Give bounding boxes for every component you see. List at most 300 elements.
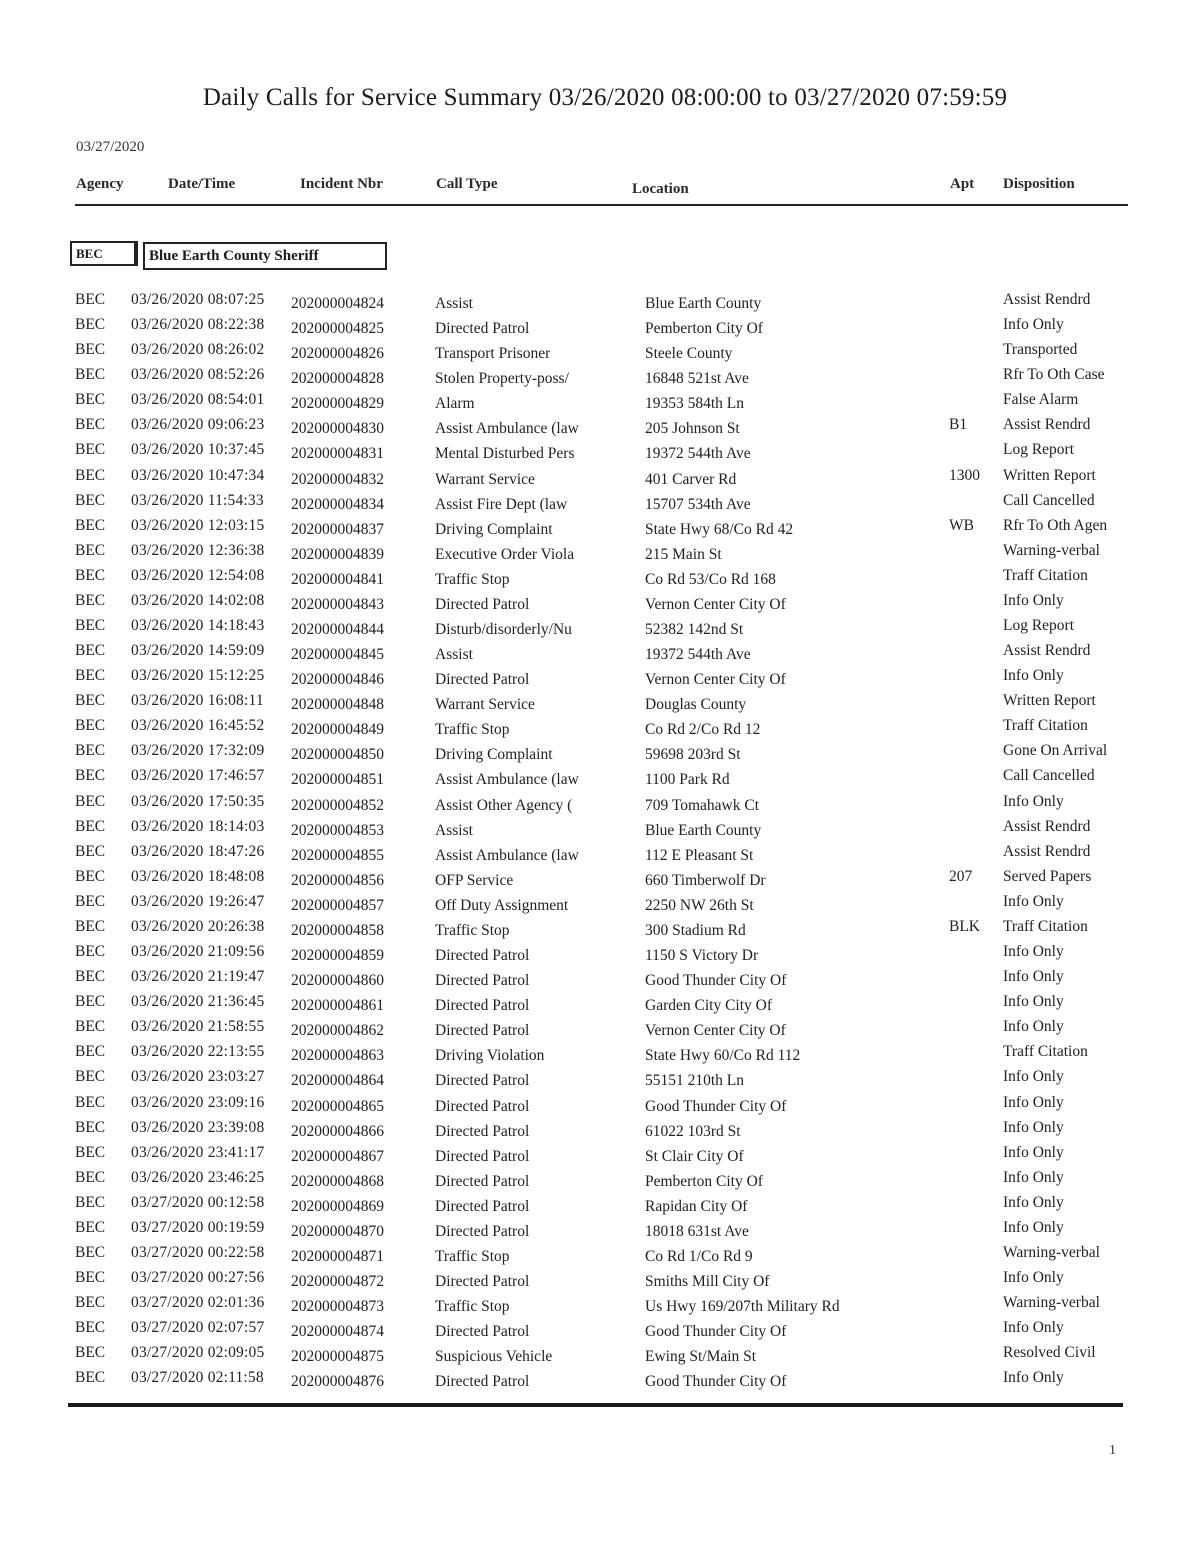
table-row bbox=[0, 1269, 1200, 1294]
report-date: 03/27/2020 bbox=[76, 139, 145, 155]
row-location: 112 E Pleasant St bbox=[645, 846, 754, 864]
row-agency: BEC bbox=[75, 642, 106, 660]
row-incident: 202000004875 bbox=[291, 1348, 384, 1366]
row-incident: 202000004826 bbox=[291, 345, 384, 363]
row-call-type: Traffic Stop bbox=[435, 1247, 510, 1265]
group-code-divider bbox=[134, 241, 138, 266]
row-agency: BEC bbox=[75, 391, 106, 409]
row-call-type: Directed Patrol bbox=[435, 1273, 530, 1291]
table-row bbox=[0, 1194, 1200, 1219]
row-apt: 207 bbox=[949, 867, 973, 885]
row-datetime: 03/26/2020 14:18:43 bbox=[131, 617, 265, 635]
row-datetime: 03/26/2020 23:09:16 bbox=[131, 1093, 265, 1111]
row-call-type: Traffic Stop bbox=[435, 921, 510, 939]
row-datetime: 03/26/2020 23:03:27 bbox=[131, 1068, 265, 1086]
table-row bbox=[0, 316, 1200, 341]
table-row bbox=[0, 291, 1200, 316]
row-disposition: Info Only bbox=[1003, 591, 1064, 609]
table-row bbox=[0, 893, 1200, 918]
row-agency: BEC bbox=[75, 516, 106, 534]
row-location: State Hwy 60/Co Rd 112 bbox=[645, 1047, 801, 1065]
row-location: Pemberton City Of bbox=[645, 1172, 763, 1190]
row-agency: BEC bbox=[75, 792, 106, 810]
table-row bbox=[0, 517, 1200, 542]
table-row bbox=[0, 1244, 1200, 1269]
table-row bbox=[0, 717, 1200, 742]
row-agency: BEC bbox=[75, 617, 106, 635]
row-datetime: 03/26/2020 10:37:45 bbox=[131, 441, 265, 459]
row-disposition: Info Only bbox=[1003, 1118, 1064, 1136]
row-call-type: Driving Violation bbox=[435, 1047, 545, 1065]
row-incident: 202000004872 bbox=[291, 1273, 384, 1291]
row-agency: BEC bbox=[75, 717, 106, 735]
row-location: St Clair City Of bbox=[645, 1147, 744, 1165]
row-location: Douglas County bbox=[645, 696, 747, 714]
header-apt: Apt bbox=[950, 176, 975, 192]
row-location: Vernon Center City Of bbox=[645, 671, 786, 689]
row-disposition: Info Only bbox=[1003, 892, 1064, 910]
row-incident: 202000004876 bbox=[291, 1373, 384, 1391]
row-agency: BEC bbox=[75, 917, 106, 935]
header-location: Location bbox=[632, 181, 689, 197]
row-location: 660 Timberwolf Dr bbox=[645, 871, 766, 889]
row-call-type: Directed Patrol bbox=[435, 671, 530, 689]
row-incident: 202000004851 bbox=[291, 771, 384, 789]
row-disposition: Info Only bbox=[1003, 1269, 1064, 1287]
row-datetime: 03/26/2020 21:19:47 bbox=[131, 968, 265, 986]
row-datetime: 03/26/2020 23:46:25 bbox=[131, 1168, 265, 1186]
row-incident: 202000004866 bbox=[291, 1122, 384, 1140]
table-row bbox=[0, 1018, 1200, 1043]
row-disposition: Info Only bbox=[1003, 1369, 1064, 1387]
table-row bbox=[0, 1294, 1200, 1319]
row-location: 2250 NW 26th St bbox=[645, 896, 754, 914]
row-disposition: Info Only bbox=[1003, 792, 1064, 810]
row-call-type: Directed Patrol bbox=[435, 947, 530, 965]
row-agency: BEC bbox=[75, 1218, 106, 1236]
table-row bbox=[0, 943, 1200, 968]
row-call-type: Directed Patrol bbox=[435, 997, 530, 1015]
row-datetime: 03/26/2020 11:54:33 bbox=[131, 491, 264, 509]
row-datetime: 03/26/2020 18:47:26 bbox=[131, 842, 265, 860]
row-call-type: Directed Patrol bbox=[435, 1072, 530, 1090]
row-location: 55151 210th Ln bbox=[645, 1072, 745, 1090]
row-disposition: Resolved Civil bbox=[1003, 1344, 1096, 1362]
table-row bbox=[0, 667, 1200, 692]
row-datetime: 03/26/2020 23:41:17 bbox=[131, 1143, 265, 1161]
row-agency: BEC bbox=[75, 1193, 106, 1211]
row-agency: BEC bbox=[75, 591, 106, 609]
row-call-type: Directed Patrol bbox=[435, 1022, 530, 1040]
table-row bbox=[0, 567, 1200, 592]
row-incident: 202000004874 bbox=[291, 1323, 384, 1341]
row-call-type: Suspicious Vehicle bbox=[435, 1348, 553, 1366]
row-agency: BEC bbox=[75, 316, 106, 334]
row-location: Blue Earth County bbox=[645, 295, 762, 312]
row-location: 61022 103rd St bbox=[645, 1122, 741, 1140]
row-incident: 202000004849 bbox=[291, 721, 384, 739]
row-incident: 202000004845 bbox=[291, 646, 384, 664]
row-call-type: Assist Other Agency ( bbox=[435, 796, 573, 814]
row-location: Co Rd 2/Co Rd 12 bbox=[645, 721, 761, 739]
row-disposition: Traff Citation bbox=[1003, 1043, 1088, 1061]
table-row bbox=[0, 1344, 1200, 1369]
row-disposition: Traff Citation bbox=[1003, 717, 1088, 735]
row-incident: 202000004868 bbox=[291, 1172, 384, 1190]
row-apt: 1300 bbox=[949, 466, 980, 484]
row-datetime: 03/26/2020 12:36:38 bbox=[131, 541, 265, 559]
row-datetime: 03/26/2020 15:12:25 bbox=[131, 667, 265, 685]
row-disposition: Log Report bbox=[1003, 441, 1075, 459]
row-incident: 202000004844 bbox=[291, 621, 384, 639]
row-agency: BEC bbox=[75, 692, 106, 710]
row-call-type: Directed Patrol bbox=[435, 1122, 530, 1140]
row-disposition: Log Report bbox=[1003, 617, 1075, 635]
calls-table bbox=[0, 291, 1200, 1394]
table-row bbox=[0, 843, 1200, 868]
row-datetime: 03/27/2020 02:11:58 bbox=[131, 1369, 264, 1387]
row-call-type: Mental Disturbed Pers bbox=[435, 445, 575, 463]
footer-rule bbox=[68, 1403, 1123, 1407]
table-row bbox=[0, 818, 1200, 843]
report-title: Daily Calls for Service Summary 03/26/2020 08:00:00 to 03/27/2020 07:59:59 bbox=[202, 84, 1008, 111]
table-row bbox=[0, 868, 1200, 893]
row-incident: 202000004873 bbox=[291, 1298, 384, 1316]
table-row bbox=[0, 1144, 1200, 1169]
row-disposition: Gone On Arrival bbox=[1003, 742, 1108, 760]
row-incident: 202000004834 bbox=[291, 495, 384, 513]
row-call-type: Assist Ambulance (law bbox=[435, 420, 579, 438]
table-row bbox=[0, 692, 1200, 717]
row-location: 16848 521st Ave bbox=[645, 370, 749, 388]
row-location: 15707 534th Ave bbox=[645, 495, 751, 513]
row-disposition: Info Only bbox=[1003, 1193, 1064, 1211]
row-datetime: 03/26/2020 08:07:25 bbox=[131, 291, 265, 308]
table-row bbox=[0, 1319, 1200, 1344]
row-apt: BLK bbox=[949, 917, 980, 935]
row-incident: 202000004869 bbox=[291, 1197, 384, 1215]
row-datetime: 03/26/2020 21:58:55 bbox=[131, 1018, 265, 1036]
group-code-box: BEC bbox=[70, 241, 136, 266]
row-datetime: 03/26/2020 10:47:34 bbox=[131, 466, 265, 484]
row-datetime: 03/26/2020 18:14:03 bbox=[131, 817, 265, 835]
row-incident: 202000004859 bbox=[291, 947, 384, 965]
row-incident: 202000004824 bbox=[291, 295, 384, 312]
row-agency: BEC bbox=[75, 767, 106, 785]
row-incident: 202000004855 bbox=[291, 846, 384, 864]
table-row bbox=[0, 1169, 1200, 1194]
table-row bbox=[0, 767, 1200, 792]
row-disposition: Info Only bbox=[1003, 943, 1064, 961]
row-incident: 202000004858 bbox=[291, 921, 384, 939]
row-disposition: Rfr To Oth Agen bbox=[1003, 516, 1108, 534]
row-datetime: 03/26/2020 22:13:55 bbox=[131, 1043, 265, 1061]
row-disposition: Assist Rendrd bbox=[1003, 291, 1091, 308]
row-location: State Hwy 68/Co Rd 42 bbox=[645, 520, 794, 538]
row-call-type: Assist bbox=[435, 646, 473, 664]
row-disposition: Info Only bbox=[1003, 667, 1064, 685]
row-incident: 202000004828 bbox=[291, 370, 384, 388]
row-call-type: Warrant Service bbox=[435, 696, 535, 714]
row-datetime: 03/26/2020 08:54:01 bbox=[131, 391, 265, 409]
row-location: 18018 631st Ave bbox=[645, 1222, 749, 1240]
row-location: Blue Earth County bbox=[645, 821, 762, 839]
row-agency: BEC bbox=[75, 1369, 106, 1387]
row-agency: BEC bbox=[75, 1269, 106, 1287]
row-incident: 202000004870 bbox=[291, 1222, 384, 1240]
row-location: Rapidan City Of bbox=[645, 1197, 748, 1215]
row-call-type: Directed Patrol bbox=[435, 1147, 530, 1165]
row-agency: BEC bbox=[75, 1093, 106, 1111]
row-call-type: Directed Patrol bbox=[435, 595, 530, 613]
row-disposition: Info Only bbox=[1003, 1319, 1064, 1337]
row-disposition: Info Only bbox=[1003, 1168, 1064, 1186]
row-location: 52382 142nd St bbox=[645, 621, 744, 639]
row-call-type: Traffic Stop bbox=[435, 1298, 510, 1316]
row-location: Garden City City Of bbox=[645, 997, 772, 1015]
row-disposition: Info Only bbox=[1003, 993, 1064, 1011]
row-call-type: Driving Complaint bbox=[435, 520, 553, 538]
table-row bbox=[0, 742, 1200, 767]
row-agency: BEC bbox=[75, 892, 106, 910]
row-agency: BEC bbox=[75, 441, 106, 459]
header-agency: Agency bbox=[76, 176, 124, 192]
row-location: Ewing St/Main St bbox=[645, 1348, 757, 1366]
row-incident: 202000004841 bbox=[291, 570, 384, 588]
row-agency: BEC bbox=[75, 1068, 106, 1086]
row-call-type: Directed Patrol bbox=[435, 1197, 530, 1215]
header-incident: Incident Nbr bbox=[300, 176, 383, 192]
row-call-type: OFP Service bbox=[435, 871, 514, 889]
table-row bbox=[0, 441, 1200, 466]
table-row bbox=[0, 617, 1200, 642]
row-call-type: Assist bbox=[435, 295, 473, 312]
row-disposition: Info Only bbox=[1003, 1218, 1064, 1236]
row-call-type: Warrant Service bbox=[435, 470, 535, 488]
row-datetime: 03/27/2020 00:22:58 bbox=[131, 1243, 265, 1261]
row-location: Steele County bbox=[645, 345, 733, 363]
row-agency: BEC bbox=[75, 993, 106, 1011]
row-call-type: Directed Patrol bbox=[435, 1373, 530, 1391]
row-location: Vernon Center City Of bbox=[645, 595, 786, 613]
row-agency: BEC bbox=[75, 867, 106, 885]
row-apt: B1 bbox=[949, 416, 968, 434]
row-call-type: Directed Patrol bbox=[435, 1222, 530, 1240]
row-datetime: 03/26/2020 08:22:38 bbox=[131, 316, 265, 334]
table-row bbox=[0, 391, 1200, 416]
row-datetime: 03/27/2020 00:19:59 bbox=[131, 1218, 265, 1236]
row-agency: BEC bbox=[75, 1243, 106, 1261]
row-location: 19372 544th Ave bbox=[645, 445, 751, 463]
table-row bbox=[0, 542, 1200, 567]
row-agency: BEC bbox=[75, 1294, 106, 1312]
table-row bbox=[0, 918, 1200, 943]
row-disposition: Info Only bbox=[1003, 1018, 1064, 1036]
row-datetime: 03/26/2020 18:48:08 bbox=[131, 867, 265, 885]
row-disposition: Transported bbox=[1003, 341, 1078, 359]
page-number: 1 bbox=[1109, 1443, 1116, 1458]
row-agency: BEC bbox=[75, 842, 106, 860]
row-datetime: 03/26/2020 17:32:09 bbox=[131, 742, 265, 760]
row-call-type: Traffic Stop bbox=[435, 570, 510, 588]
row-location: Co Rd 1/Co Rd 9 bbox=[645, 1247, 753, 1265]
row-agency: BEC bbox=[75, 466, 106, 484]
row-location: 300 Stadium Rd bbox=[645, 921, 746, 939]
row-disposition: Assist Rendrd bbox=[1003, 642, 1091, 660]
row-disposition: Info Only bbox=[1003, 1093, 1064, 1111]
table-row bbox=[0, 993, 1200, 1018]
row-datetime: 03/26/2020 14:02:08 bbox=[131, 591, 265, 609]
row-incident: 202000004843 bbox=[291, 595, 384, 613]
row-disposition: Assist Rendrd bbox=[1003, 842, 1091, 860]
row-location: 401 Carver Rd bbox=[645, 470, 737, 488]
row-call-type: Alarm bbox=[435, 395, 475, 413]
row-call-type: Stolen Property-poss/ bbox=[435, 370, 569, 388]
row-call-type: Directed Patrol bbox=[435, 320, 530, 338]
row-location: Good Thunder City Of bbox=[645, 1097, 787, 1115]
row-datetime: 03/26/2020 17:46:57 bbox=[131, 767, 265, 785]
table-row bbox=[0, 1094, 1200, 1119]
row-incident: 202000004861 bbox=[291, 997, 384, 1015]
row-disposition: Assist Rendrd bbox=[1003, 416, 1091, 434]
row-incident: 202000004839 bbox=[291, 545, 384, 563]
row-location: Vernon Center City Of bbox=[645, 1022, 786, 1040]
row-disposition: Info Only bbox=[1003, 316, 1064, 334]
table-row bbox=[0, 341, 1200, 366]
table-row bbox=[0, 492, 1200, 517]
row-incident: 202000004825 bbox=[291, 320, 384, 338]
row-disposition: Info Only bbox=[1003, 1143, 1064, 1161]
row-disposition: Traff Citation bbox=[1003, 566, 1088, 584]
row-agency: BEC bbox=[75, 1319, 106, 1337]
table-row bbox=[0, 1068, 1200, 1093]
row-incident: 202000004865 bbox=[291, 1097, 384, 1115]
row-call-type: Directed Patrol bbox=[435, 1172, 530, 1190]
row-agency: BEC bbox=[75, 541, 106, 559]
row-disposition: False Alarm bbox=[1003, 391, 1079, 409]
row-location: Good Thunder City Of bbox=[645, 972, 787, 990]
row-location: 215 Main St bbox=[645, 545, 722, 563]
row-location: Us Hwy 169/207th Military Rd bbox=[645, 1298, 840, 1316]
row-agency: BEC bbox=[75, 366, 106, 384]
row-disposition: Written Report bbox=[1003, 692, 1096, 710]
row-incident: 202000004862 bbox=[291, 1022, 384, 1040]
row-agency: BEC bbox=[75, 566, 106, 584]
row-datetime: 03/26/2020 19:26:47 bbox=[131, 892, 265, 910]
row-datetime: 03/26/2020 12:03:15 bbox=[131, 516, 265, 534]
table-row bbox=[0, 1043, 1200, 1068]
row-call-type: Assist Ambulance (law bbox=[435, 771, 579, 789]
row-incident: 202000004863 bbox=[291, 1047, 384, 1065]
header-disposition: Disposition bbox=[1003, 176, 1075, 192]
table-row bbox=[0, 416, 1200, 441]
row-location: Good Thunder City Of bbox=[645, 1373, 787, 1391]
row-datetime: 03/27/2020 02:01:36 bbox=[131, 1294, 265, 1312]
row-disposition: Rfr To Oth Case bbox=[1003, 366, 1105, 384]
row-agency: BEC bbox=[75, 817, 106, 835]
row-call-type: Off Duty Assignment bbox=[435, 896, 569, 914]
table-row bbox=[0, 968, 1200, 993]
row-disposition: Warning-verbal bbox=[1003, 1294, 1100, 1312]
row-incident: 202000004864 bbox=[291, 1072, 384, 1090]
row-call-type: Disturb/disorderly/Nu bbox=[435, 621, 572, 639]
row-location: 709 Tomahawk Ct bbox=[645, 796, 760, 814]
row-agency: BEC bbox=[75, 291, 106, 308]
header-datetime: Date/Time bbox=[168, 176, 236, 192]
row-incident: 202000004850 bbox=[291, 746, 384, 764]
row-call-type: Directed Patrol bbox=[435, 972, 530, 990]
row-datetime: 03/26/2020 12:54:08 bbox=[131, 566, 265, 584]
row-incident: 202000004871 bbox=[291, 1247, 384, 1265]
row-agency: BEC bbox=[75, 491, 106, 509]
row-call-type: Directed Patrol bbox=[435, 1323, 530, 1341]
row-incident: 202000004832 bbox=[291, 470, 384, 488]
row-incident: 202000004867 bbox=[291, 1147, 384, 1165]
row-agency: BEC bbox=[75, 1344, 106, 1362]
row-agency: BEC bbox=[75, 416, 106, 434]
row-datetime: 03/26/2020 16:45:52 bbox=[131, 717, 265, 735]
row-datetime: 03/26/2020 08:52:26 bbox=[131, 366, 265, 384]
row-agency: BEC bbox=[75, 667, 106, 685]
row-datetime: 03/27/2020 02:07:57 bbox=[131, 1319, 265, 1337]
row-incident: 202000004848 bbox=[291, 696, 384, 714]
row-call-type: Directed Patrol bbox=[435, 1097, 530, 1115]
row-apt: WB bbox=[949, 516, 974, 534]
table-row bbox=[0, 793, 1200, 818]
row-call-type: Transport Prisoner bbox=[435, 345, 551, 363]
row-call-type: Executive Order Viola bbox=[435, 545, 575, 563]
row-agency: BEC bbox=[75, 1168, 106, 1186]
row-datetime: 03/26/2020 23:39:08 bbox=[131, 1118, 265, 1136]
row-incident: 202000004837 bbox=[291, 520, 384, 538]
row-disposition: Written Report bbox=[1003, 466, 1096, 484]
row-location: 1150 S Victory Dr bbox=[645, 947, 759, 965]
table-row bbox=[0, 1219, 1200, 1244]
row-location: 205 Johnson St bbox=[645, 420, 740, 438]
row-call-type: Traffic Stop bbox=[435, 721, 510, 739]
row-location: 19353 584th Ln bbox=[645, 395, 745, 413]
row-datetime: 03/26/2020 09:06:23 bbox=[131, 416, 265, 434]
table-row bbox=[0, 1369, 1200, 1394]
row-incident: 202000004831 bbox=[291, 445, 384, 463]
row-datetime: 03/26/2020 21:09:56 bbox=[131, 943, 265, 961]
row-incident: 202000004856 bbox=[291, 871, 384, 889]
table-row bbox=[0, 642, 1200, 667]
row-disposition: Served Papers bbox=[1003, 867, 1092, 885]
row-location: Co Rd 53/Co Rd 168 bbox=[645, 570, 776, 588]
row-datetime: 03/26/2020 08:26:02 bbox=[131, 341, 265, 359]
table-row bbox=[0, 592, 1200, 617]
row-agency: BEC bbox=[75, 1018, 106, 1036]
row-agency: BEC bbox=[75, 341, 106, 359]
row-call-type: Assist Ambulance (law bbox=[435, 846, 579, 864]
row-datetime: 03/26/2020 14:59:09 bbox=[131, 642, 265, 660]
row-call-type: Driving Complaint bbox=[435, 746, 553, 764]
row-incident: 202000004860 bbox=[291, 972, 384, 990]
table-row bbox=[0, 366, 1200, 391]
row-disposition: Info Only bbox=[1003, 968, 1064, 986]
row-datetime: 03/26/2020 17:50:35 bbox=[131, 792, 265, 810]
row-location: Good Thunder City Of bbox=[645, 1323, 787, 1341]
row-location: Pemberton City Of bbox=[645, 320, 763, 338]
row-datetime: 03/26/2020 21:36:45 bbox=[131, 993, 265, 1011]
row-incident: 202000004830 bbox=[291, 420, 384, 438]
row-disposition: Info Only bbox=[1003, 1068, 1064, 1086]
row-call-type: Assist bbox=[435, 821, 473, 839]
row-agency: BEC bbox=[75, 1043, 106, 1061]
row-agency: BEC bbox=[75, 968, 106, 986]
table-row bbox=[0, 467, 1200, 492]
